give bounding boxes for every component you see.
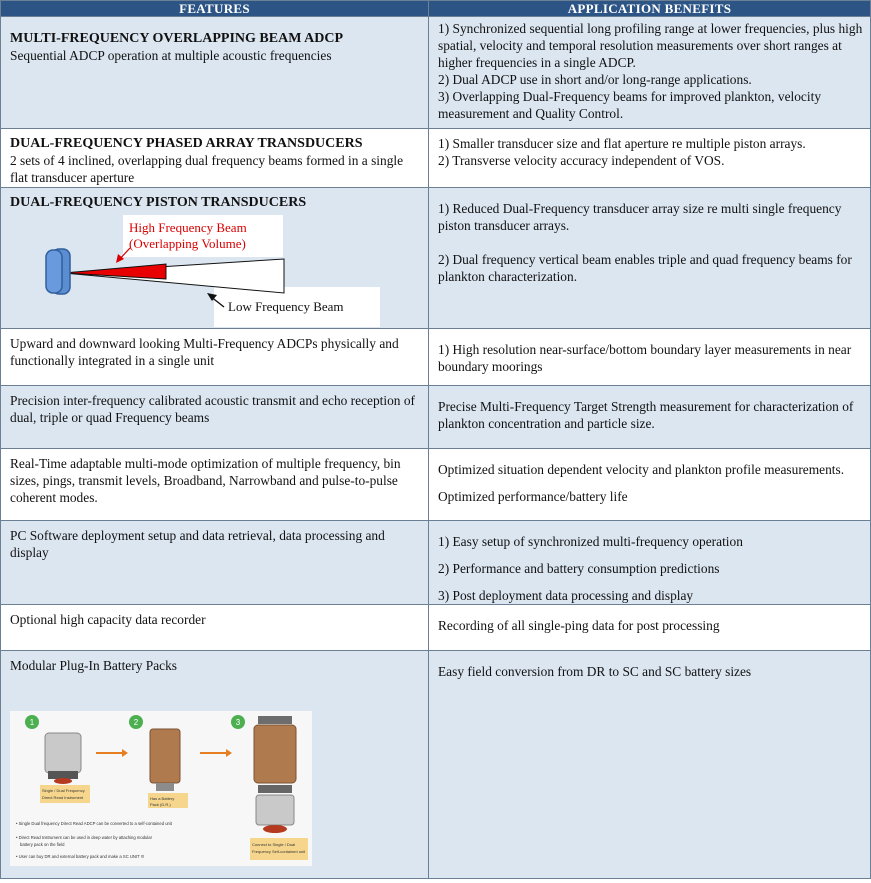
svg-text:1: 1	[29, 718, 35, 727]
beam-diagram-svg	[10, 215, 420, 327]
table-row	[1, 605, 871, 651]
benefit-text: 1) Reduced Dual-Frequency transducer array size re multi single frequency piston transducer arrays.	[438, 201, 842, 233]
feature-cell	[1, 449, 429, 521]
benefit-cell	[429, 329, 871, 386]
table-row	[1, 188, 871, 329]
benefit-cell	[429, 449, 871, 521]
benefit-cell	[429, 129, 871, 188]
battery-bullet: • Direct Read Instrument can be used in deep water by attaching modular	[16, 835, 153, 840]
feature-title: DUAL-FREQUENCY PHASED ARRAY TRANSDUCERS	[10, 136, 363, 151]
benefit-text: Optimized performance/battery life	[438, 489, 628, 504]
feature-cell	[1, 329, 429, 386]
feature-cell	[1, 651, 429, 879]
feature-text: Sequential ADCP operation at multiple acoustic frequencies	[10, 48, 332, 63]
benefits-header: APPLICATION BENEFITS	[429, 1, 871, 17]
piston-beam-diagram	[10, 215, 420, 327]
svg-text:Direct Read Instrument: Direct Read Instrument	[42, 795, 84, 800]
feature-cell	[1, 386, 429, 449]
table-row	[1, 17, 871, 129]
table-row	[1, 129, 871, 188]
feature-cell	[1, 17, 429, 129]
benefit-text: 3) Overlapping Dual-Frequency beams for improved plankton, velocity measurement and Quality Control.	[438, 89, 822, 121]
benefit-cell	[429, 521, 871, 605]
benefit-text: 1) Synchronized sequential long profiling range at lower frequencies, plus high spatial, velocity and temporal resolution measurements over short ranges at higher frequencies in a single ADCP.	[438, 21, 863, 70]
svg-text:Pack (D.R.): Pack (D.R.)	[150, 802, 171, 807]
benefit-text: 1) Smaller transducer size and flat aperture re multiple piston arrays.	[438, 136, 806, 151]
benefit-cell	[429, 17, 871, 129]
low-frequency-beam	[64, 259, 284, 293]
table-row	[1, 521, 871, 605]
benefit-text: 2) Performance and battery consumption predictions	[438, 561, 720, 576]
feature-cell	[1, 521, 429, 605]
feature-cell	[1, 188, 429, 329]
feature-cell	[1, 605, 429, 651]
battery-pack-svg	[10, 711, 312, 866]
battery-bullet: • User can buy DR and external battery pack and make a SC UNIT !!!	[16, 854, 145, 859]
table-row	[1, 329, 871, 386]
low-frequency-label: Low Frequency Beam	[228, 299, 344, 314]
feature-text: Modular Plug-In Battery Packs	[10, 658, 177, 673]
svg-text:Connect to Single / Dual: Connect to Single / Dual	[252, 842, 296, 847]
high-frequency-sublabel: (Overlapping Volume)	[129, 236, 246, 251]
svg-text:2: 2	[133, 718, 139, 727]
feature-title: MULTI-FREQUENCY OVERLAPPING BEAM ADCP	[10, 31, 344, 46]
svg-text:Frequency Self-contained unit: Frequency Self-contained unit	[252, 849, 306, 854]
feature-cell	[1, 129, 429, 188]
svg-text:Single / Dual Frequency: Single / Dual Frequency	[42, 788, 85, 793]
benefit-text: Optimized situation dependent velocity and plankton profile measurements.	[438, 462, 845, 477]
benefit-text: 2) Dual ADCP use in short and/or long-range applications.	[438, 72, 752, 87]
feature-text: 2 sets of 4 inclined, overlapping dual frequency beams formed in a single flat transducer aperture	[10, 153, 404, 185]
battery-icon	[150, 729, 180, 783]
high-frequency-label: High Frequency Beam	[129, 220, 247, 235]
table-row	[1, 651, 871, 879]
table-row	[1, 449, 871, 521]
benefit-text: 2) Dual frequency vertical beam enables triple and quad frequency beams for plankton characterization.	[438, 252, 852, 284]
feature-text: Optional high capacity data recorder	[10, 612, 206, 627]
benefit-text: Precise Multi-Frequency Target Strength measurement for characterization of plankton concentration and particle size.	[438, 399, 854, 431]
benefit-text: 3) Post deployment data processing and display	[438, 588, 694, 603]
benefit-text: 2) Transverse velocity accuracy independent of VOS.	[438, 153, 725, 168]
battery-bullet: • Single Dual frequency Direct Read ADCP can be converted to a self-contained unit	[16, 821, 172, 826]
feature-text: Precision inter-frequency calibrated acoustic transmit and echo reception of dual, triple or quad Frequency beams	[10, 393, 416, 425]
table-row	[1, 386, 871, 449]
battery-pack-image	[10, 711, 312, 866]
feature-text: Real-Time adaptable multi-mode optimization of multiple frequency, bin sizes, pings, transmit levels, Broadband, Narrowband and pulse-to-pulse coherent modes.	[10, 456, 401, 505]
svg-text:Has a Battery: Has a Battery	[150, 796, 175, 801]
benefit-cell	[429, 188, 871, 329]
instrument-icon	[45, 733, 81, 773]
benefit-cell	[429, 605, 871, 651]
benefit-text: 1) Easy setup of synchronized multi-frequency operation	[438, 534, 743, 549]
feature-text: PC Software deployment setup and data retrieval, data processing and display	[10, 528, 385, 560]
benefit-cell	[429, 651, 871, 879]
feature-title: DUAL-FREQUENCY PISTON TRANSDUCERS	[10, 195, 307, 210]
features-header: FEATURES	[1, 1, 429, 17]
svg-text:battery pack on the field: battery pack on the field	[20, 842, 65, 847]
svg-text:3: 3	[235, 718, 241, 727]
benefit-text: Easy field conversion from DR to SC and SC battery sizes	[438, 664, 752, 679]
combined-instrument-icon	[258, 716, 292, 724]
benefit-text: 1) High resolution near-surface/bottom boundary layer measurements in near boundary moorings	[438, 342, 852, 374]
benefit-text: Recording of all single-ping data for post processing	[438, 618, 720, 633]
benefit-cell	[429, 386, 871, 449]
feature-text: Upward and downward looking Multi-Frequency ADCPs physically and functionally integrated in a single unit	[10, 336, 399, 368]
